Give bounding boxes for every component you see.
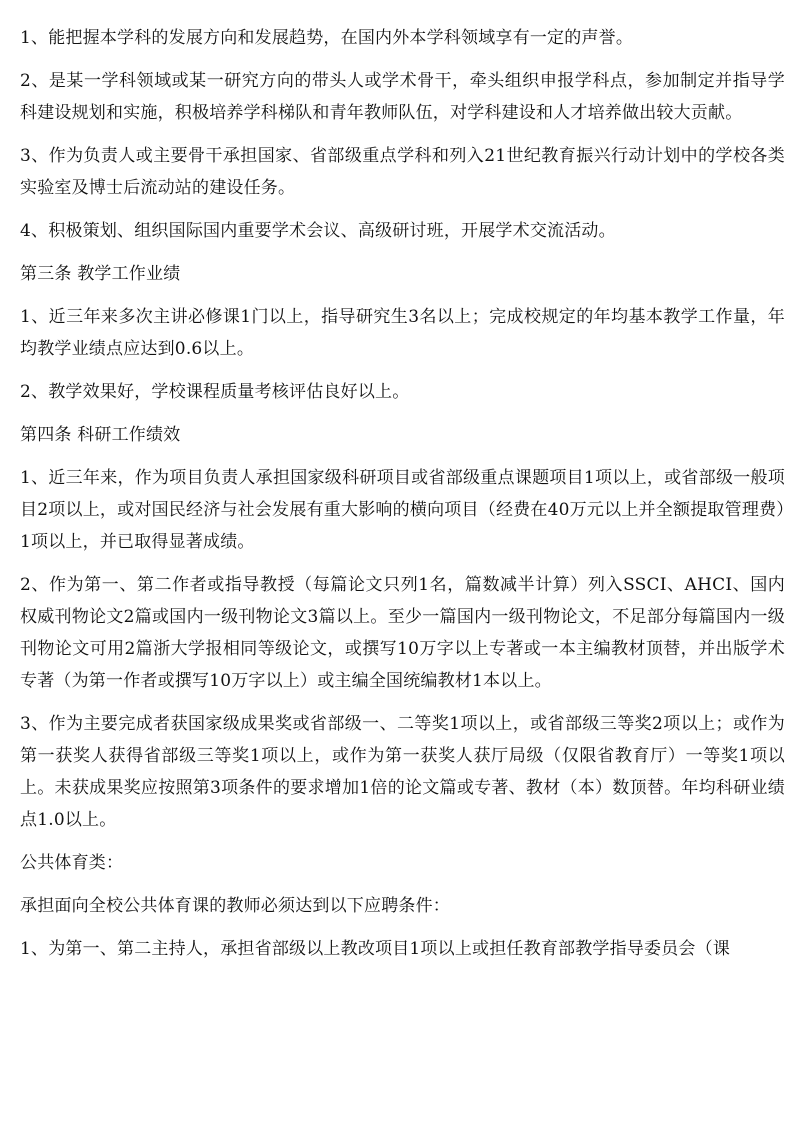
clause-item-3: 3、作为负责人或主要骨干承担国家、省部级重点学科和列入21世纪教育振兴行动计划中的学校各类实验室及博士后流动站的建设任务。 xyxy=(20,146,785,198)
clause-item-1: 1、能把握本学科的发展方向和发展趋势，在国内外本学科领域享有一定的声誉。 xyxy=(20,28,634,48)
clause-item-2: 2、是某一学科领域或某一研究方向的带头人或学术骨干，牵头组织申报学科点，参加制定并指导学科建设规划和实施，积极培养学科梯队和青年教师队伍，对学科建设和人才培养做出较大贡献。 xyxy=(20,71,785,123)
document-body xyxy=(20,22,785,976)
article-4-heading: 第四条 科研工作绩效 xyxy=(20,425,181,445)
pe-item-1: 1、为第一、第二主持人，承担省部级以上教改项目1项以上或担任教育部教学指导委员会（课 xyxy=(20,939,731,959)
pe-category-heading: 公共体育类： xyxy=(20,853,124,873)
research-item-3: 3、作为主要完成者获国家级成果奖或省部级一、二等奖1项以上，或省部级三等奖2项以上；或作为第一获奖人获得省部级三等奖1项以上，或作为第一获奖人获厅局级（仅限省教育厅）一等奖1项以上。未获成果奖应按照第3项条件的要求增加1倍的论文篇或专著、教材（本）数顶替。年均科研业绩点1.0以上。 xyxy=(20,714,785,830)
research-item-2: 2、作为第一、第二作者或指导教授（每篇论文只列1名，篇数减半计算）列入SSCI、AHCI、国内权威刊物论文2篇或国内一级刊物论文3篇以上。至少一篇国内一级刊物论文，不足部分每篇国内一级刊物论文可用2篇浙大学报相同等级论文，或撰写10万字以上专著或一本主编教材顶替，并出版学术专著（为第一作者或撰写10万字以上）或主编全国统编教材1本以上。 xyxy=(20,575,785,691)
article-3-heading: 第三条 教学工作业绩 xyxy=(20,264,181,284)
research-item-1: 1、近三年来，作为项目负责人承担国家级科研项目或省部级重点课题项目1项以上，或省部级一般项目2项以上，或对国民经济与社会发展有重大影响的横向项目（经费在40万元以上并全额提取管理费）1项以上，并已取得显著成绩。 xyxy=(20,468,785,552)
pe-requirements-intro: 承担面向全校公共体育课的教师必须达到以下应聘条件： xyxy=(20,896,450,916)
teaching-item-2: 2、教学效果好，学校课程质量考核评估良好以上。 xyxy=(20,382,410,402)
clause-item-4: 4、积极策划、组织国际国内重要学术会议、高级研讨班，开展学术交流活动。 xyxy=(20,221,616,241)
teaching-item-1: 1、近三年来多次主讲必修课1门以上，指导研究生3名以上；完成校规定的年均基本教学工作量，年均教学业绩点应达到0.6以上。 xyxy=(20,307,785,359)
